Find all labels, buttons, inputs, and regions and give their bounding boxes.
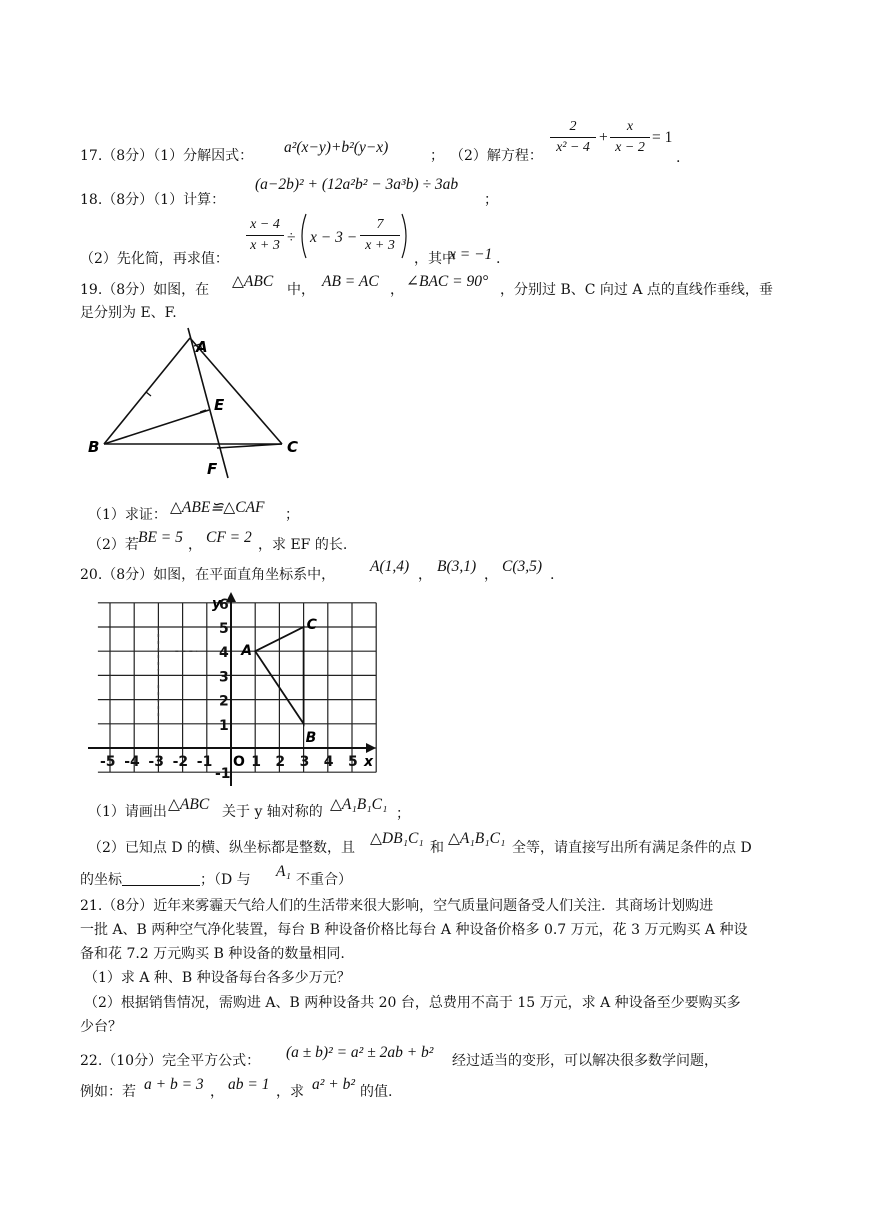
q20-end: . bbox=[550, 567, 555, 583]
y-tick-label: 6 bbox=[219, 596, 229, 613]
q19-label-C: C bbox=[287, 438, 299, 456]
q20-sub2-coord-label: 的坐标 bbox=[80, 872, 122, 888]
q20-label-A: A bbox=[241, 643, 253, 660]
q19-sub2-comma: ， bbox=[188, 537, 202, 553]
q20-sub2-post: 全等，请直接写出所有满足条件的点 D bbox=[512, 840, 752, 856]
x-tick-label: -5 bbox=[100, 754, 116, 770]
q19-label-B: B bbox=[88, 438, 100, 456]
y-tick-label: 2 bbox=[219, 693, 229, 710]
q19-number: 19. bbox=[80, 282, 103, 298]
q20-comma-2: ， bbox=[484, 567, 498, 583]
q18-fraction-2 bbox=[360, 216, 400, 255]
q17-line bbox=[80, 146, 253, 166]
q20-sub1-end: ； bbox=[396, 806, 410, 822]
q21-number: 21. bbox=[80, 898, 103, 914]
q17-frac1-bar bbox=[550, 137, 596, 138]
q18-condition: x = −1 bbox=[449, 246, 493, 263]
q20-comma-1: ， bbox=[418, 567, 432, 583]
q17-equals: = 1 bbox=[652, 129, 673, 146]
q22-number: 22. bbox=[80, 1053, 103, 1069]
q20-sub2-and: 和 bbox=[430, 840, 444, 856]
q20-sub2-a1: A₁ bbox=[276, 863, 291, 880]
q19-label-A: A bbox=[196, 338, 208, 356]
q18-number: 18. bbox=[80, 192, 103, 208]
q17-part2-label: （2）解方程： bbox=[450, 148, 543, 164]
q20-label-B: B bbox=[305, 729, 317, 746]
x-tick-label: 1 bbox=[251, 754, 261, 770]
q18-score: （8分） bbox=[102, 192, 154, 208]
q19-figure bbox=[82, 326, 312, 486]
q20-answer-blank[interactable] bbox=[122, 871, 200, 886]
q22-text-2a: 例如：若 bbox=[80, 1084, 136, 1100]
q19-text-a: 如图，在 bbox=[153, 282, 210, 298]
q19-label-E: E bbox=[214, 396, 225, 414]
q19-comma: ， bbox=[390, 282, 404, 298]
q17-end: . bbox=[676, 150, 681, 166]
q20-sub2-label: （2）已知点 D 的横、纵坐标都是整数，且 bbox=[88, 840, 356, 856]
q19-sub1-expression: △ABE≌△CAF bbox=[170, 499, 265, 516]
q18-frac2-denominator: x + 3 bbox=[365, 238, 395, 253]
q21-sub2-b: 少台？ bbox=[80, 1019, 122, 1035]
x-tick-label: -1 bbox=[196, 754, 213, 770]
q19-text-b: ，分别过 B、C 向过 A 点的直线作垂线，垂 bbox=[500, 282, 773, 298]
q18-frac2-bar bbox=[360, 235, 400, 236]
q22-comma: ， bbox=[210, 1084, 224, 1100]
q22-text-1b: 经过适当的变形，可以解决很多数学问题， bbox=[452, 1053, 718, 1069]
q17-frac2-bar bbox=[610, 137, 650, 138]
q22-cond-3: a² + b² bbox=[312, 1076, 356, 1093]
q21-text-3: 备和花 7.2 万元购买 B 种设备的数量相同. bbox=[80, 946, 345, 962]
q19-triangle: △ABC bbox=[232, 273, 274, 290]
q20-sub2-note-b: 不重合） bbox=[296, 872, 352, 888]
q20-origin-label: O bbox=[233, 754, 245, 770]
y-tick-label: 5 bbox=[219, 621, 229, 637]
q17-frac2-numerator: x bbox=[626, 119, 634, 134]
q17-number: 17. bbox=[80, 148, 103, 164]
q22-line1 bbox=[80, 1051, 260, 1071]
q19-sub1-label: （1）求证： bbox=[88, 507, 167, 523]
q20-x-arrow-icon bbox=[366, 743, 376, 753]
q20-point-C: C(3,5) bbox=[502, 558, 543, 575]
q17-expression-1: a²(x−y)+b²(y−x) bbox=[284, 139, 389, 156]
q18-line bbox=[80, 190, 225, 210]
q21-line1 bbox=[80, 896, 713, 916]
q19-sub1-end: ； bbox=[285, 507, 299, 523]
x-tick-label: 4 bbox=[323, 754, 334, 770]
q17-separator: ； bbox=[430, 148, 444, 164]
q20-sub2-triangle2: △A₁B₁C₁ bbox=[448, 830, 506, 847]
q20-sub1-triangle: △ABC bbox=[168, 796, 210, 813]
q18-where: ，其中 bbox=[414, 251, 456, 267]
q18-end: . bbox=[496, 251, 501, 267]
q22-text-2b: ，求 bbox=[276, 1084, 304, 1100]
q19-sub2-cf: CF = 2 bbox=[206, 529, 252, 546]
q22-score: （10分） bbox=[102, 1053, 163, 1069]
y-tick-label: 4 bbox=[219, 645, 229, 662]
y-tick-label: -1 bbox=[215, 766, 231, 783]
q19-tick-AB bbox=[146, 392, 151, 396]
q20-point-B: B(3,1) bbox=[437, 558, 477, 575]
q19-line2: 足分别为 E、F. bbox=[80, 305, 177, 321]
q20-axis-y-label: y bbox=[212, 596, 222, 612]
q21-text-2: 一批 A、B 两种空气净化装置，每台 B 种设备价格比每台 A 种设备价格多 0.7 万元，花 3 万元购买 A 种设 bbox=[80, 922, 748, 938]
q19-zhong: 中， bbox=[287, 282, 315, 298]
q19-eq1: AB = AC bbox=[322, 273, 379, 290]
q20-sub1-triangle2: △A₁B₁C₁ bbox=[330, 796, 388, 813]
q20-sub1-mid: 关于 y 轴对称的 bbox=[222, 804, 323, 820]
q20-sub2-line2 bbox=[80, 870, 251, 890]
q21-text-1: 近年来雾霾天气给人们的生活带来很大影响，空气质量问题备受人们关注．其商场计划购进 bbox=[153, 898, 714, 914]
q19-line1 bbox=[80, 280, 209, 300]
q17-plus: + bbox=[599, 129, 608, 146]
y-tick-label: 3 bbox=[219, 669, 229, 686]
q18-paren-left-expr: x − 3 − bbox=[310, 229, 358, 246]
q19-sub2-label: （2）若 bbox=[88, 537, 139, 553]
q18-frac2-numerator: 7 bbox=[376, 217, 384, 232]
x-tick-label: 5 bbox=[348, 754, 358, 770]
q18-part2-label: （2）先化简，再求值： bbox=[80, 251, 229, 267]
q21-sub2-a: （2）根据销售情况，需购进 A、B 两种设备共 20 台，总费用不高于 15 万元，求 A 种设备至少要购买多 bbox=[84, 995, 741, 1011]
q22-formula: (a ± b)² = a² ± 2ab + b² bbox=[286, 1044, 434, 1061]
q18-fraction-1 bbox=[246, 216, 284, 255]
q18-part1-label: （1）计算： bbox=[153, 192, 226, 208]
q20-label-C: C bbox=[306, 617, 317, 633]
q17-part1-label: （1）分解因式： bbox=[153, 148, 254, 164]
q18-frac1-bar bbox=[246, 235, 284, 236]
q22-cond-2: ab = 1 bbox=[228, 1076, 270, 1093]
q20-sub1-label: （1）请画出 bbox=[88, 804, 167, 820]
q20-number: 20. bbox=[80, 567, 103, 583]
q17-score: （8分） bbox=[102, 148, 154, 164]
q19-label-F: F bbox=[207, 460, 218, 478]
q18-expression-1: (a−2b)² + (12a²b² − 3a³b) ÷ 3ab bbox=[255, 176, 459, 193]
q20-axis-x-label: x bbox=[364, 754, 374, 770]
q19-eq2: ∠BAC = 90° bbox=[406, 273, 489, 290]
q17-frac2-denominator: x − 2 bbox=[615, 140, 645, 155]
q19-sub2-post: ，求 EF 的长. bbox=[258, 537, 348, 553]
q18-frac1-denominator: x + 3 bbox=[250, 238, 280, 253]
q19-seg-AB bbox=[104, 338, 190, 444]
x-tick-label: -2 bbox=[172, 754, 189, 770]
q18-frac1-numerator: x − 4 bbox=[250, 217, 280, 232]
q20-score: （8分） bbox=[102, 567, 154, 583]
q18-divide: ÷ bbox=[287, 229, 296, 246]
x-tick-label: 2 bbox=[275, 754, 286, 770]
q20-point-A: A(1,4) bbox=[370, 558, 410, 575]
q17-fraction-1 bbox=[550, 118, 596, 157]
q19-score: （8分） bbox=[102, 282, 154, 298]
q20-coordinate-grid bbox=[88, 590, 380, 788]
q20-sub2-note-a: ；（D 与 bbox=[200, 872, 251, 888]
q20-line1 bbox=[80, 565, 335, 585]
q20-sub2-triangle1: △DB₁C₁ bbox=[370, 830, 424, 847]
q22-cond-1: a + b = 3 bbox=[144, 1076, 204, 1093]
q18-separator: ； bbox=[484, 192, 498, 208]
q21-score: （8分） bbox=[102, 898, 154, 914]
x-tick-label: -3 bbox=[148, 754, 164, 770]
q19-sub2-be: BE = 5 bbox=[138, 529, 183, 546]
q17-fraction-2 bbox=[610, 118, 650, 157]
q22-text-1: 完全平方公式： bbox=[162, 1053, 261, 1069]
q17-frac1-numerator: 2 bbox=[569, 119, 577, 134]
q20-text: 如图，在平面直角坐标系中， bbox=[153, 567, 336, 583]
q19-seg-BE bbox=[104, 410, 209, 444]
q21-sub1: （1）求 A 种、B 种设备每台各多少万元？ bbox=[84, 970, 351, 986]
q17-frac1-denominator: x² − 4 bbox=[556, 140, 590, 155]
x-tick-label: 3 bbox=[299, 754, 310, 770]
x-tick-label: -4 bbox=[124, 754, 140, 770]
q22-text-2c: 的值. bbox=[360, 1084, 393, 1100]
y-tick-label: 1 bbox=[219, 717, 229, 734]
